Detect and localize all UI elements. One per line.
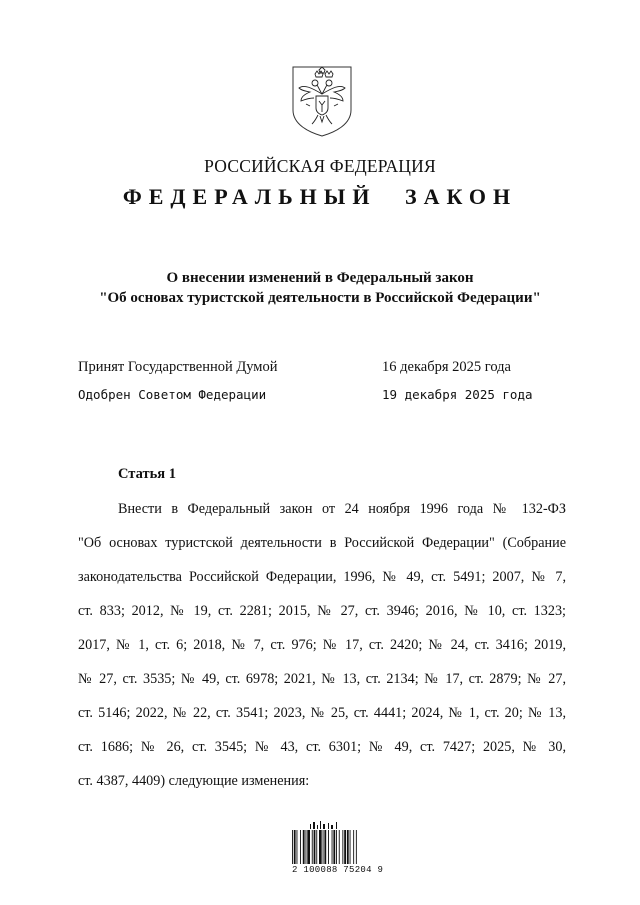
article-body: [78, 500, 566, 806]
barcode-top-marks: [300, 818, 360, 830]
barcode-bar: [336, 830, 337, 864]
council-approval-label: Одобрен Советом Федерации: [78, 387, 267, 402]
barcode-bar: [347, 830, 349, 864]
article-heading: Статья 1: [118, 466, 176, 482]
article-line: ст. 833; 2012, № 19, ст. 2281; 2015, № 27, ст. 3946; 2016, № 10, ст. 1323;: [78, 603, 566, 619]
country-name: РОССИЙСКАЯ ФЕДЕРАЦИЯ: [204, 156, 436, 176]
law-type-heading: ФЕДЕРАЛЬНЫЙ ЗАКОН: [122, 184, 518, 209]
article-line: ст. 1686; № 26, ст. 3545; № 43, ст. 6301; № 49, ст. 7427; 2025, № 30,: [78, 739, 566, 755]
barcode-bar: [306, 830, 307, 864]
barcode-bar: [328, 830, 329, 864]
barcode-bar: [342, 830, 343, 864]
barcode-bar: [333, 830, 335, 864]
duma-adoption-row: [78, 359, 558, 379]
barcode-bar: [316, 830, 317, 864]
barcode-number: 2 100088 75204 9: [292, 865, 384, 875]
barcode-bar: [353, 830, 354, 864]
duma-adoption-date: 16 декабря 2025 года: [382, 359, 511, 375]
barcode-bar: [297, 830, 298, 864]
barcode-bar: [307, 830, 310, 864]
article-line: законодательства Российской Федерации, 1996, № 49, ст. 5491; 2007, № 7,: [78, 569, 566, 585]
article-line: Внести в Федеральный закон от 24 ноября 1996 года № 132-ФЗ: [118, 501, 566, 517]
document-barcode: [292, 818, 384, 878]
article-line: "Об основах туристской деятельности в Российской Федерации" (Собрание: [78, 535, 566, 551]
barcode-bar: [323, 830, 324, 864]
duma-adoption-label: Принят Государственной Думой: [78, 359, 278, 375]
barcode-bar: [339, 830, 340, 864]
law-title-line: О внесении изменений в Федеральный закон: [166, 270, 474, 286]
barcode-bar: [344, 830, 346, 864]
barcode-bars: [292, 830, 380, 864]
barcode-bar: [332, 830, 333, 864]
barcode-bar: [300, 830, 301, 864]
barcode-bar: [356, 830, 357, 864]
council-approval-date: 19 декабря 2025 года: [382, 387, 533, 402]
council-approval-row: [78, 387, 558, 407]
barcode-bar: [314, 830, 316, 864]
article-line: 2017, № 1, ст. 6; 2018, № 7, ст. 976; № 17, ст. 2420; № 24, ст. 3416; 2019,: [78, 637, 566, 653]
article-line: ст. 5146; 2022, № 22, ст. 3541; 2023, № 25, ст. 4441; 2024, № 1, ст. 20; № 13,: [78, 705, 566, 721]
article-line: № 27, ст. 3535; № 49, ст. 6978; 2021, № 13, ст. 2134; № 17, ст. 2879; № 27,: [78, 671, 566, 687]
barcode-bar: [292, 830, 293, 864]
coat-of-arms-icon: [290, 64, 354, 138]
barcode-bar: [303, 830, 305, 864]
barcode-bar: [294, 830, 296, 864]
law-title-line: "Об основах туристской деятельности в Российской Федерации": [99, 290, 541, 306]
barcode-bar: [350, 830, 351, 864]
barcode-bar: [324, 830, 326, 864]
article-line: ст. 4387, 4409) следующие изменения:: [78, 773, 310, 789]
law-title: [0, 268, 640, 308]
barcode-bar: [319, 830, 322, 864]
barcode-bar: [312, 830, 313, 864]
